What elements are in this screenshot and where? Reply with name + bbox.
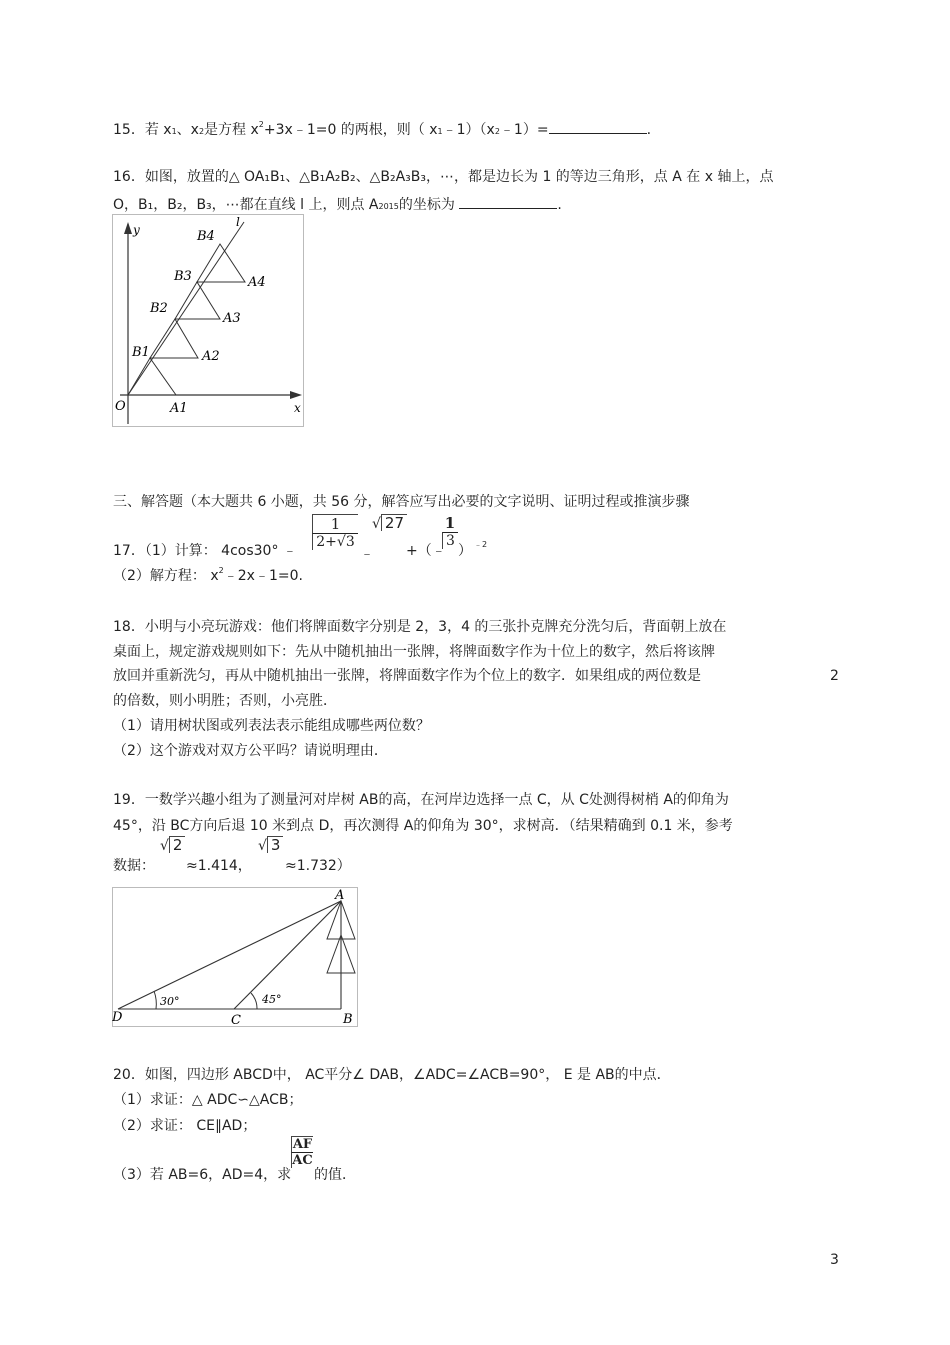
q19-line-1: 19．一数学兴趣小组为了测量河对岸树 AB的高，在河岸边选择一点 C，从 C处测得树梢 A的仰角为 — [113, 792, 729, 808]
q20-line-3: （2）求证： CE∥AD； — [113, 1118, 257, 1134]
q20-line-1: 20．如图，四边形 ABCD中， AC平分∠ DAB，∠ADC=∠ACB=90°， E 是 AB的中点． — [113, 1067, 671, 1083]
section-3-title: 三、解答题（本大题共 6 小题，共 56 分，解答应写出必要的文字说明、证明过程或推演步骤 — [113, 494, 690, 510]
fig-label: A2 — [202, 349, 220, 364]
angle-arc-45 — [251, 993, 257, 1009]
answer-blank[interactable] — [459, 194, 557, 209]
q18-line-3-end: 2 — [830, 668, 839, 684]
fig-label: A — [335, 888, 345, 903]
y-axis-arrow — [124, 222, 132, 234]
page-number: 3 — [830, 1252, 839, 1268]
triangle-3 — [175, 282, 220, 319]
fig-label: B2 — [150, 301, 168, 316]
q18-line-2: 桌面上，规定游戏规则如下：先从中随机抽出一张牌，将牌面数字作为十位上的数字，然后将该牌 — [113, 644, 715, 660]
fig-label: 45° — [262, 993, 282, 1006]
q18-line-1: 18．小明与小亮玩游戏：他们将牌面数字分别是 2，3，4 的三张扑克牌充分洗匀后，背面朝上放在 — [113, 619, 727, 635]
q20-line-2: （1）求证：△ ADC∽△ACB； — [113, 1092, 303, 1108]
q17-frac-2: $\frac{1}{3}$ — [442, 514, 458, 549]
fig-label: A3 — [223, 311, 241, 326]
angle-arc-30 — [154, 991, 156, 1009]
fig-label: A1 — [170, 401, 188, 416]
fig-label: B3 — [174, 269, 192, 284]
triangle-4 — [197, 244, 245, 282]
q20-line-4: （3）若 AB=6，AD=4，求 — [113, 1167, 292, 1183]
q19-sqrt-3: √ 3 — [258, 836, 283, 855]
triangle-1 — [128, 358, 176, 395]
q19-line-2: 45°，沿 BC方向后退 10 米到点 D，再次测得 A的仰角为 30°，求树高．（结果精确到 0.1 米，参考 — [113, 818, 733, 834]
q19-line-3: 数据： — [113, 858, 155, 874]
q17-line-2: （2）解方程： $x^2﹣2x﹣1=0$. — [113, 566, 303, 584]
q17-sqrt-27: √ 27 — [372, 514, 407, 533]
fig-label: O — [115, 399, 126, 414]
answer-blank[interactable] — [549, 119, 647, 134]
q19-figure — [112, 887, 358, 1027]
q15-line: 15．若 x1、x2是方程 $x^2+3x﹣1=0$ 的两根，则（ x1﹣1）（x2﹣1）= . — [113, 120, 652, 138]
q18-line-3: 放回并重新洗匀，再从中随机抽出一张牌，将牌面数字作为个位上的数字．如果组成的两位数是 — [113, 668, 701, 684]
q17-line-1: 17．（1）计算： 4cos30° ﹣ — [113, 543, 297, 559]
line-CA — [234, 901, 341, 1009]
x-axis-arrow — [290, 391, 302, 399]
fig-label: 30° — [160, 995, 180, 1008]
fig-label: D — [112, 1010, 123, 1025]
figure-border — [113, 888, 358, 1027]
fig-label: y — [133, 223, 140, 237]
fig-label: x — [294, 401, 301, 415]
fig-label: B1 — [132, 345, 150, 360]
fig-label: l — [236, 215, 240, 229]
q16-figure — [112, 214, 304, 427]
q18-line-6: （2）这个游戏对双方公平吗？请说明理由． — [113, 743, 388, 759]
fig-label: A4 — [248, 275, 266, 290]
q16-line-2: O，B₁，B₂，B₃，⋯都在直线 l 上，则点 A2015的坐标为 . — [113, 194, 562, 216]
line-DA — [118, 901, 341, 1009]
fig-label: C — [231, 1013, 241, 1027]
q18-line-5: （1）请用树状图或列表法表示能组成哪些两位数？ — [113, 718, 430, 734]
q16-line-1: 16．如图，放置的△ OA₁B₁、△B₁A₂B₂、△B₂A₃B₃，⋯，都是边长为 1 的等边三角形，点 A 在 x 轴上，点 — [113, 169, 774, 185]
q19-sqrt-2: √ 2 — [160, 836, 185, 855]
q18-line-4: 的倍数，则小明胜；否则，小亮胜． — [113, 693, 337, 709]
q20-frac-AF-AC: $\frac{AF}{AC}$ — [292, 1137, 313, 1168]
fig-label: B — [343, 1012, 353, 1027]
q17-frac-1: $\frac{1}{2+√3}$ — [312, 514, 358, 550]
line-l — [128, 222, 244, 395]
fig-label: B4 — [197, 229, 215, 244]
